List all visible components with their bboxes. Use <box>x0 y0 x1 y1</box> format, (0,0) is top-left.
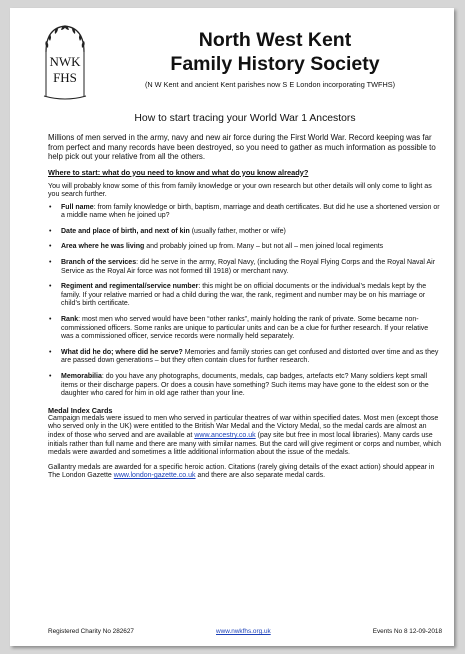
list-item: • Branch of the services: did he serve in the army, Royal Navy, (including the Royal Flying Corps and the Royal Naval Air Service as the Royal Air force was not formed till 1918) or merchant navy. <box>49 259 436 275</box>
document-page <box>10 8 454 646</box>
society-title-line1: North West Kent <box>198 29 352 51</box>
lead-paragraph: You will probably know some of this from family knowledge or your own research but other details will only come to light as you search further. <box>48 181 432 199</box>
nwkfhs-crest-icon <box>40 22 90 102</box>
bullet-icon: • <box>49 203 52 211</box>
list-item: • Memorabilia: do you have any photographs, documents, medals, cap badges, artefacts etc? Many soldiers kept small items or their discharge papers. Or does a cousin have something? Such items may have gone to the eldest son or the daughter who cared for him in old age rather than your line. <box>49 373 429 398</box>
society-title <box>110 28 440 76</box>
list-item: • What did he do; where did he serve? Memories and family stories can get confused and distorted over time and as they are passed down generations – but they often contain clues for further research. <box>49 348 439 365</box>
society-subtitle: (N W Kent and ancient Kent parishes now S E London incorporating TWFHS) <box>144 80 396 89</box>
website-link[interactable]: www.nwkfhs.org.uk <box>216 628 271 635</box>
society-logo <box>40 22 90 102</box>
document-title: How to start tracing your World War 1 Ancestors <box>134 113 356 124</box>
intro-paragraph: Millions of men served in the army, navy and new air force during the First World War. Record keeping was far from perfect and many records have been destroyed, so you need to gather as much information as possible to help pick out your relative from all the others. <box>48 133 436 161</box>
bullet-icon: • <box>49 227 52 235</box>
where-to-start-heading: Where to start: what do you need to know and what do you know already? <box>48 167 309 177</box>
document-body <box>48 112 442 487</box>
society-title-line2: Family History Society <box>170 53 380 75</box>
medal-index-paragraph: Campaign medals were issued to men who served in particular theatres of war within specified dates. Most men (except those who served only in the UK) were entitled to the British War Medal and the Victory Medal, so the medal cards are almost an index of those who served and are available at www.ancestry.co.uk (pay site but free in most local libraries). Many cards use initials rather than full name and there are many with similar names. But the card will give regiment or corps and number, which medals were awarded and sometimes a little additional information about the issue of the medals. <box>48 414 441 457</box>
list-item: • Regiment and regimental/service number: this might be on official documents or the individual’s medals kept by the family. If your relative married or had a child during the war, the rank, regiment and number may be on his marriage or child’s birth certificate. <box>49 283 427 308</box>
list-item: • Area where he was living and probably joined up from. Many – but not all – men joined local regiments <box>49 243 384 251</box>
bullet-icon: • <box>49 348 52 356</box>
bullet-icon: • <box>49 243 52 251</box>
gallantry-paragraph: Gallantry medals are awarded for a specific heroic action. Citations (rarely giving details of the exact action) should appear in The London Gazette www.london-gazette.co.uk and there are also separate medal cards. <box>48 463 435 480</box>
list-item: • Full name: from family knowledge or birth, baptism, marriage and death certificates. But did he use a shortened version or a middle name when he joined up? <box>49 203 440 220</box>
bullet-icon: • <box>49 283 52 291</box>
svg-text:NWK: NWK <box>49 54 81 69</box>
london-gazette-link[interactable]: www.london-gazette.co.uk <box>113 472 196 480</box>
list-item: • Date and place of birth, and next of kin (usually father, mother or wife) <box>49 227 286 235</box>
events-note: Events No 8 12-09-2018 <box>372 628 442 635</box>
bullet-icon: • <box>49 373 52 380</box>
list-item: • Rank: most men who served would have been “other ranks”, mainly holding the rank of private. Some became non-commissioned officers. Some ranks are unique to particular units and can be a clue for further research. If your relative was a commissioned officer, service records were normally held separately. <box>49 316 429 341</box>
ancestry-link[interactable]: www.ancestry.co.uk <box>194 431 256 439</box>
bullet-icon: • <box>49 259 52 267</box>
medal-index-heading: Medal Index Cards <box>48 405 113 415</box>
svg-text:FHS: FHS <box>53 70 77 85</box>
bullet-icon: • <box>49 316 52 324</box>
checklist <box>48 204 442 399</box>
charity-number: Registered Charity No 282627 <box>48 628 134 635</box>
